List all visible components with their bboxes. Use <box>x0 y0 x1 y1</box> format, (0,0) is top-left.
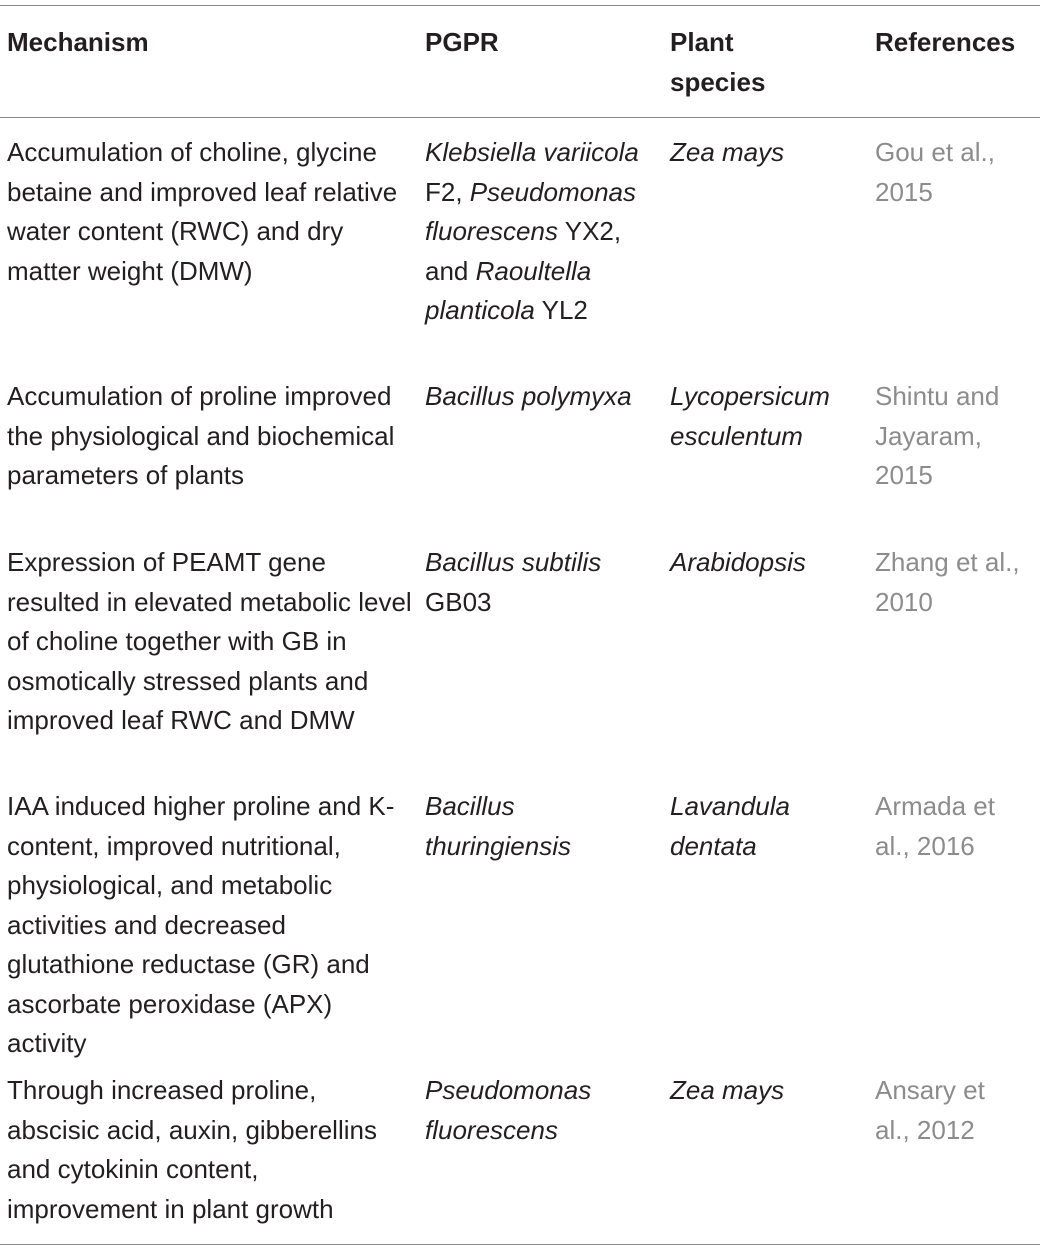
pgpr-text-segment: Bacillus subtilis <box>425 547 602 577</box>
pgpr-text-segment: Bacillus thuringiensis <box>425 791 571 861</box>
table-bottom-rule <box>0 1244 1040 1245</box>
table-top-rule <box>0 5 1040 6</box>
header-references: References <box>875 27 1016 57</box>
row-reference: Gou et al., 2015 <box>875 137 995 207</box>
pgpr-text-segment: Klebsiella variicola <box>425 137 639 167</box>
row-mechanism: Accumulation of choline, glycine betaine and improved leaf relative water content (RWC) and dry matter weight (DMW) <box>7 137 398 286</box>
pgpr-text-segment: Raoultella planticola <box>425 255 592 325</box>
row-reference: Shintu and Jayaram, 2015 <box>875 381 1000 490</box>
row-mechanism: Accumulation of proline improved the physiological and biochemical parameters of plants <box>7 381 395 490</box>
header-mechanism: Mechanism <box>7 27 149 57</box>
header-divider-rule <box>0 117 1040 118</box>
row-plant-species: Zea mays <box>670 1075 785 1105</box>
row-mechanism: Through increased proline, abscisic acid, auxin, gibberellins and cytokinin content, improvement in plant growth <box>7 1075 377 1224</box>
row-pgpr <box>425 787 605 866</box>
pgpr-text-segment: Pseudomonas fluorescens <box>425 176 637 246</box>
pgpr-text-segment: YL2 <box>534 295 588 325</box>
row-mechanism: Expression of PEAMT gene resulted in elevated metabolic level of choline together with GB in osmotically stressed plants and improved leaf RWC and DMW <box>7 547 412 735</box>
row-mechanism: IAA induced higher proline and K-content, improved nutritional, physiological, and metabolic activities and decreased glutathione reductase (GR) and ascorbate peroxidase (APX) activity <box>7 791 395 1058</box>
row-reference: Ansary et al., 2012 <box>875 1075 985 1145</box>
row-pgpr <box>425 543 625 622</box>
row-reference: Armada et al., 2016 <box>875 791 995 861</box>
row-plant-species: Zea mays <box>670 137 785 167</box>
row-plant-species: Arabidopsis <box>670 547 806 577</box>
pgpr-text-segment: GB03 <box>425 586 492 617</box>
row-plant-species: Lavandula dentata <box>670 791 790 861</box>
pgpr-text-segment: YX2, and <box>425 216 622 286</box>
row-pgpr <box>425 1071 625 1150</box>
header-plant-species: Plant species <box>670 27 766 97</box>
pgpr-text-segment: Bacillus polymyxa <box>425 381 632 411</box>
row-pgpr <box>425 377 660 417</box>
row-pgpr <box>425 133 645 331</box>
pgpr-text-segment: F2, <box>425 176 470 207</box>
row-plant-species: Lycopersicum esculentum <box>670 381 830 451</box>
pgpr-text-segment: Pseudomonas fluorescens <box>425 1075 592 1145</box>
row-reference: Zhang et al., 2010 <box>875 547 1020 617</box>
header-pgpr: PGPR <box>425 27 499 57</box>
